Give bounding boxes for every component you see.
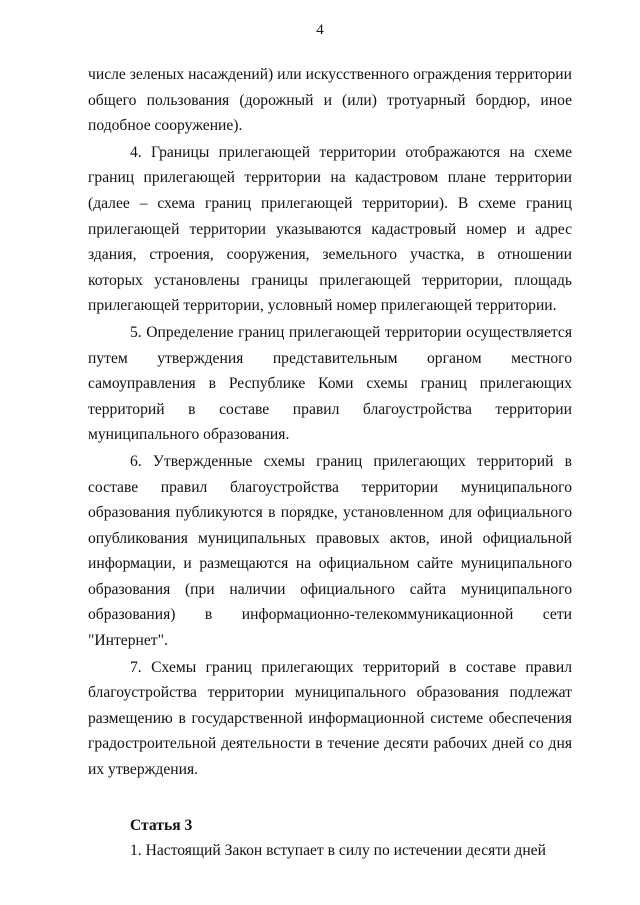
paragraph-item-6: 6. Утвержденные схемы границ прилегающих территорий в составе правил благоустройства территории муниципального образования публикуются в порядке, установленном для официального опубликования муниципальных правовых актов, иной официальной информации, и размещаются на официальном сайте муниципального образования (при наличии официального сайта муниципального образования) в информационно-телекоммуникационной сети "Интернет". [88, 452, 572, 650]
page-number: 4 [316, 22, 324, 38]
paragraph-item-7: 7. Схемы границ прилегающих территорий в составе правил благоустройства территории муниципального образования подлежат размещению в государственной информационной системе обеспечения градостроительной деятельности в течение десяти рабочих дней со дня их утверждения. [88, 658, 572, 779]
paragraph-item-5: 5. Определение границ прилегающей территории осуществляется путем утверждения представительным органом местного самоуправления в Республике Коми схемы границ прилегающих территорий в составе правил благоустройства территории муниципального образования. [88, 323, 572, 444]
document-body [88, 62, 572, 864]
article-paragraph-1: 1. Настоящий Закон вступает в силу по истечении десяти дней [130, 842, 546, 860]
paragraph-item-4: 4. Границы прилегающей территории отображаются на схеме границ прилегающей территории на кадастровом плане территории (далее – схема границ прилегающей территории). В схеме границ прилегающей территории указываются кадастровый номер и адрес здания, строения, сооружения, земельного участка, в отношении которых установлены границы прилегающей территории, площадь прилегающей территории, условный номер прилегающей территории. [88, 143, 572, 315]
paragraph-continuation: числе зеленых насаждений) или искусственного ограждения территории общего пользования (дорожный и (или) тротуарный бордюр, иное подобное сооружение). [88, 66, 572, 135]
article-heading: Статья 3 [130, 816, 193, 834]
